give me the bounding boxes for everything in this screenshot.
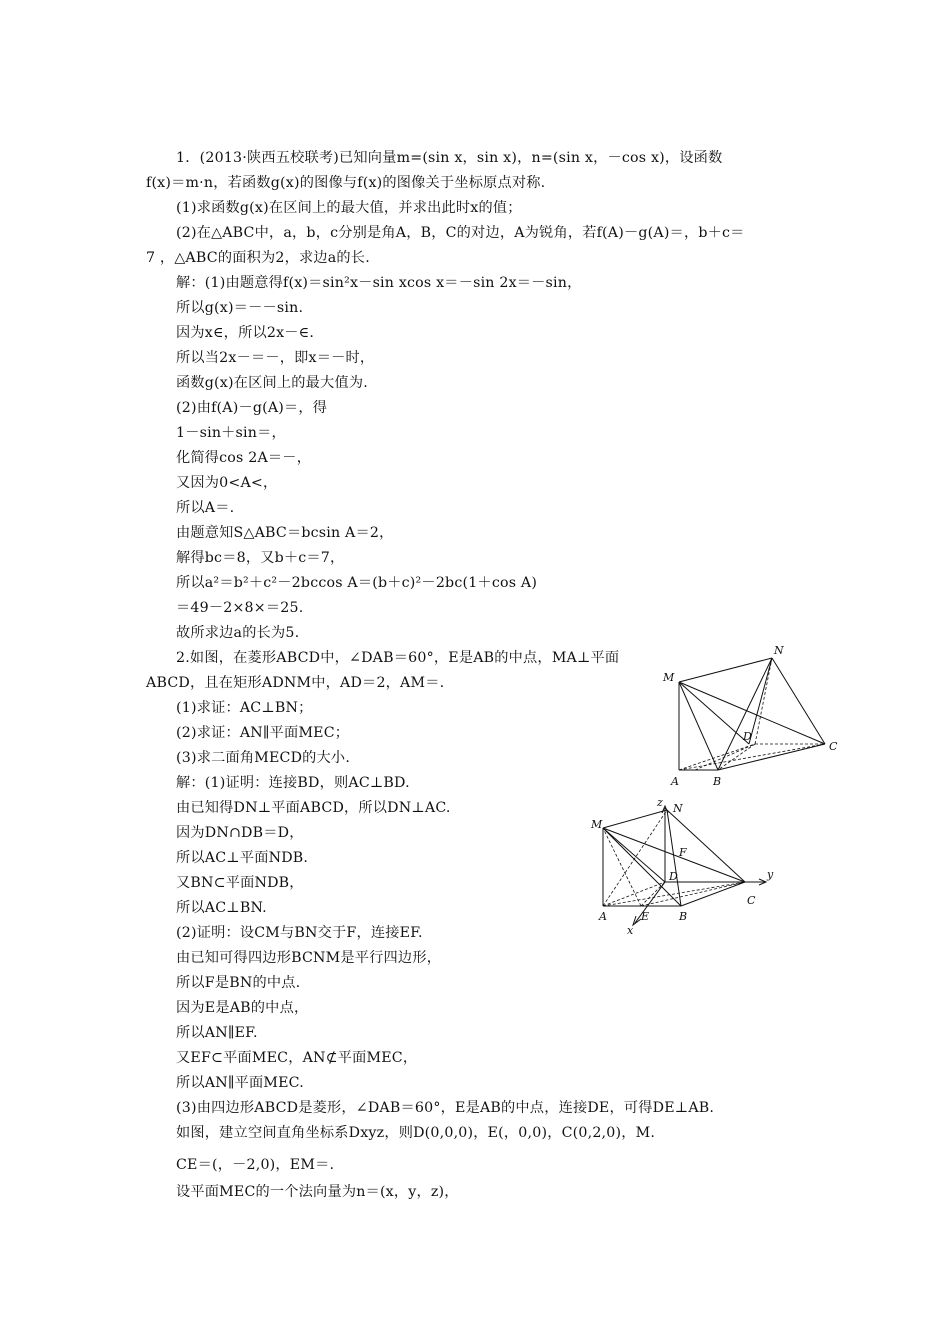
figure1-label-b: B bbox=[713, 775, 722, 787]
problem1-solution-line: 函数g(x)在区间上的最大值为. bbox=[176, 375, 368, 391]
problem2-solution-line: 由已知可得四边形BCNM是平行四边形， bbox=[176, 950, 442, 966]
problem2-solution-line: 所以F是BN的中点. bbox=[176, 975, 301, 991]
problem1-solution-line: 解：(1)由题意得f(x)＝sin²x－sin xcos x＝－sin 2x＝－sin， bbox=[176, 275, 582, 291]
problem2-solution-line: 所以AC⊥BN. bbox=[176, 900, 267, 916]
problem2-solution-line: 解：(1)证明：连接BD，则AC⊥BD. bbox=[176, 775, 410, 791]
figure2-label-f: F bbox=[679, 846, 687, 859]
problem2-part3: (3)求二面角MECD的大小. bbox=[176, 750, 351, 766]
problem1-solution-line: 故所求边a的长为5. bbox=[176, 625, 300, 641]
problem2-solution-line: 所以AN∥平面MEC. bbox=[176, 1075, 304, 1091]
problem2-solution-line: 所以AN∥EF. bbox=[176, 1025, 258, 1041]
problem1-solution-line: 1－sin＋sin＝， bbox=[176, 425, 286, 441]
problem1-solution-line: 又因为0<A<， bbox=[176, 475, 278, 491]
problem2-solution-line: 如图，建立空间直角坐标系Dxyz，则D(0,0,0)，E(，0,0)，C(0,2,0)，M. bbox=[176, 1125, 656, 1141]
problem1-part1: (1)求函数g(x)在区间上的最大值，并求出此时x的值； bbox=[176, 200, 522, 216]
figure-coordinate-prism-svg bbox=[585, 798, 785, 938]
problem1-part2-line2: 7 ，△ABC的面积为2，求边a的长. bbox=[146, 250, 370, 266]
problem2-solution-line: CE＝(，－2,0)，EM＝. bbox=[176, 1157, 335, 1173]
problem1-part2-line1: (2)在△ABC中，a，b，c分别是角A，B，C的对边，A为锐角，若f(A)－g(A)＝，b＋c＝ bbox=[176, 225, 745, 241]
problem2-solution-line: 又EF⊂平面MEC，AN⊄平面MEC， bbox=[176, 1050, 418, 1066]
figure2-label-b: B bbox=[679, 910, 688, 923]
figure2-label-c: C bbox=[747, 894, 756, 907]
problem1-stem-line1: 1．(2013·陕西五校联考)已知向量m=(sin x，sin x)，n=(sin x，－cos x)，设函数 bbox=[176, 150, 723, 166]
problem2-solution-line: 因为DN∩DB＝D， bbox=[176, 825, 304, 841]
figure2-label-x: x bbox=[627, 924, 634, 937]
problem2-solution-line: (3)由四边形ABCD是菱形，∠DAB＝60°，E是AB的中点，连接DE，可得DE⊥AB. bbox=[176, 1100, 715, 1116]
problem2-solution-line: 又BN⊂平面NDB， bbox=[176, 875, 304, 891]
problem2-solution-line: 因为E是AB的中点， bbox=[176, 1000, 309, 1016]
figure1-label-m: M bbox=[663, 671, 675, 684]
figure2-label-z: z bbox=[657, 798, 663, 809]
figure1-label-a: A bbox=[671, 775, 679, 787]
figure2-label-m: M bbox=[591, 818, 603, 831]
problem1-solution-line: (2)由f(A)－g(A)＝，得 bbox=[176, 400, 328, 416]
problem2-solution-line: 由已知得DN⊥平面ABCD，所以DN⊥AC. bbox=[176, 800, 451, 816]
figure1-label-overlay bbox=[657, 757, 797, 791]
problem2-part2: (2)求证：AN∥平面MEC； bbox=[176, 725, 350, 741]
problem1-solution-line: 由题意知S△ABC＝bcsin A＝2， bbox=[176, 525, 394, 541]
problem2-stem-line2: ABCD，且在矩形ADNM中，AD＝2，AM＝. bbox=[146, 675, 445, 691]
problem2-stem-line1: 2.如图，在菱形ABCD中，∠DAB＝60°，E是AB的中点，MA⊥平面 bbox=[176, 650, 620, 666]
problem1-stem-line2: f(x)＝m·n，若函数g(x)的图像与f(x)的图像关于坐标原点对称. bbox=[146, 175, 546, 191]
problem2-solution-line: 设平面MEC的一个法向量为n＝(x，y，z)， bbox=[176, 1184, 459, 1200]
problem1-solution-line: 解得bc＝8，又b＋c＝7， bbox=[176, 550, 345, 566]
figure2-label-y: y bbox=[767, 868, 774, 881]
problem2-solution-line: 所以AC⊥平面NDB. bbox=[176, 850, 309, 866]
problem1-solution-line: 所以A＝. bbox=[176, 500, 235, 516]
figure2-label-e: E bbox=[641, 910, 650, 923]
figure-coordinate-prism bbox=[585, 798, 785, 938]
problem1-solution-line: 因为x∈，所以2x－∈. bbox=[176, 325, 315, 341]
figure1-label-c: C bbox=[829, 740, 838, 753]
problem2-solution-line: (2)证明：设CM与BN交于F，连接EF. bbox=[176, 925, 423, 941]
problem1-solution-line: 所以当2x－＝－，即x＝－时， bbox=[176, 350, 375, 366]
problem1-solution-line: 所以g(x)＝－－sin. bbox=[176, 300, 304, 316]
figure2-label-d: D bbox=[669, 870, 678, 883]
figure2-label-n: N bbox=[673, 802, 683, 815]
problem2-part1: (1)求证：AC⊥BN； bbox=[176, 700, 313, 716]
problem1-solution-line: 化简得cos 2A＝－， bbox=[176, 450, 312, 466]
problem1-solution-line: 所以a²＝b²＋c²－2bccos A＝(b＋c)²－2bc(1＋cos A) bbox=[176, 575, 538, 591]
figure2-label-a: A bbox=[599, 910, 607, 923]
figure1-label-n: N bbox=[774, 644, 784, 657]
figure1-label-d: D bbox=[743, 730, 752, 743]
problem1-solution-line: ＝49－2×8×＝25. bbox=[176, 600, 304, 616]
